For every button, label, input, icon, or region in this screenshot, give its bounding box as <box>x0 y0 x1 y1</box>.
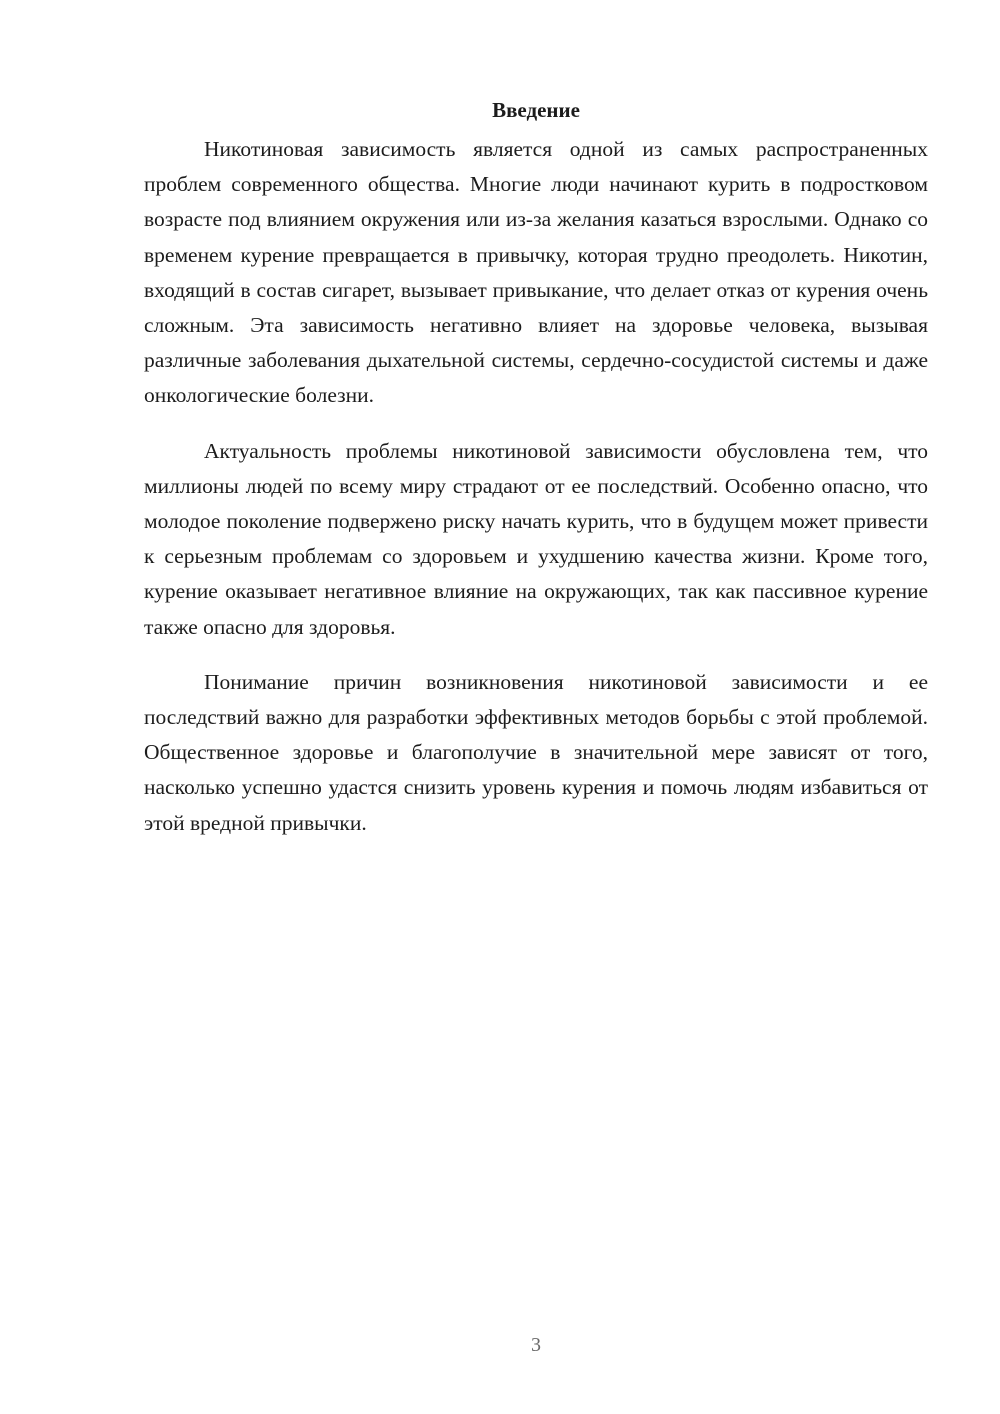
page-number: 3 <box>531 1334 541 1356</box>
section-heading: Введение <box>492 98 580 122</box>
paragraph-2: Актуальность проблемы никотиновой зависимости обусловлена тем, что миллионы людей по всему миру страдают от ее последствий. Особенно опасно, что молодое поколение подвержено риску начать курить, что в будущем может привести к серьезным проблемам со здоровьем и ухудшению качества жизни. Кроме того, курение оказывает негативное влияние на окружающих, так как пассивное курение также опасно для здоровья. <box>144 438 928 639</box>
page-content <box>144 92 928 861</box>
paragraph-1: Никотиновая зависимость является одной из самых распространенных проблем современного общества. Многие люди начинают курить в подростковом возрасте под влиянием окружения или из-за желания казаться взрослыми. Однако со временем курение превращается в привычку, которая трудно преодолеть. Никотин, входящий в состав сигарет, вызывает привыкание, что делает отказ от курения очень сложным. Эта зависимость негативно влияет на здоровье человека, вызывая различные заболевания дыхательной системы, сердечно-сосудистой системы и даже онкологические болезни. <box>144 137 928 408</box>
paragraph-3: Понимание причин возникновения никотиновой зависимости и ее последствий важно для разработки эффективных методов борьбы с этой проблемой. Общественное здоровье и благополучие в значительной мере зависят от того, насколько успешно удастся снизить уровень курения и помочь людям избавиться от этой вредной привычки. <box>144 669 928 835</box>
